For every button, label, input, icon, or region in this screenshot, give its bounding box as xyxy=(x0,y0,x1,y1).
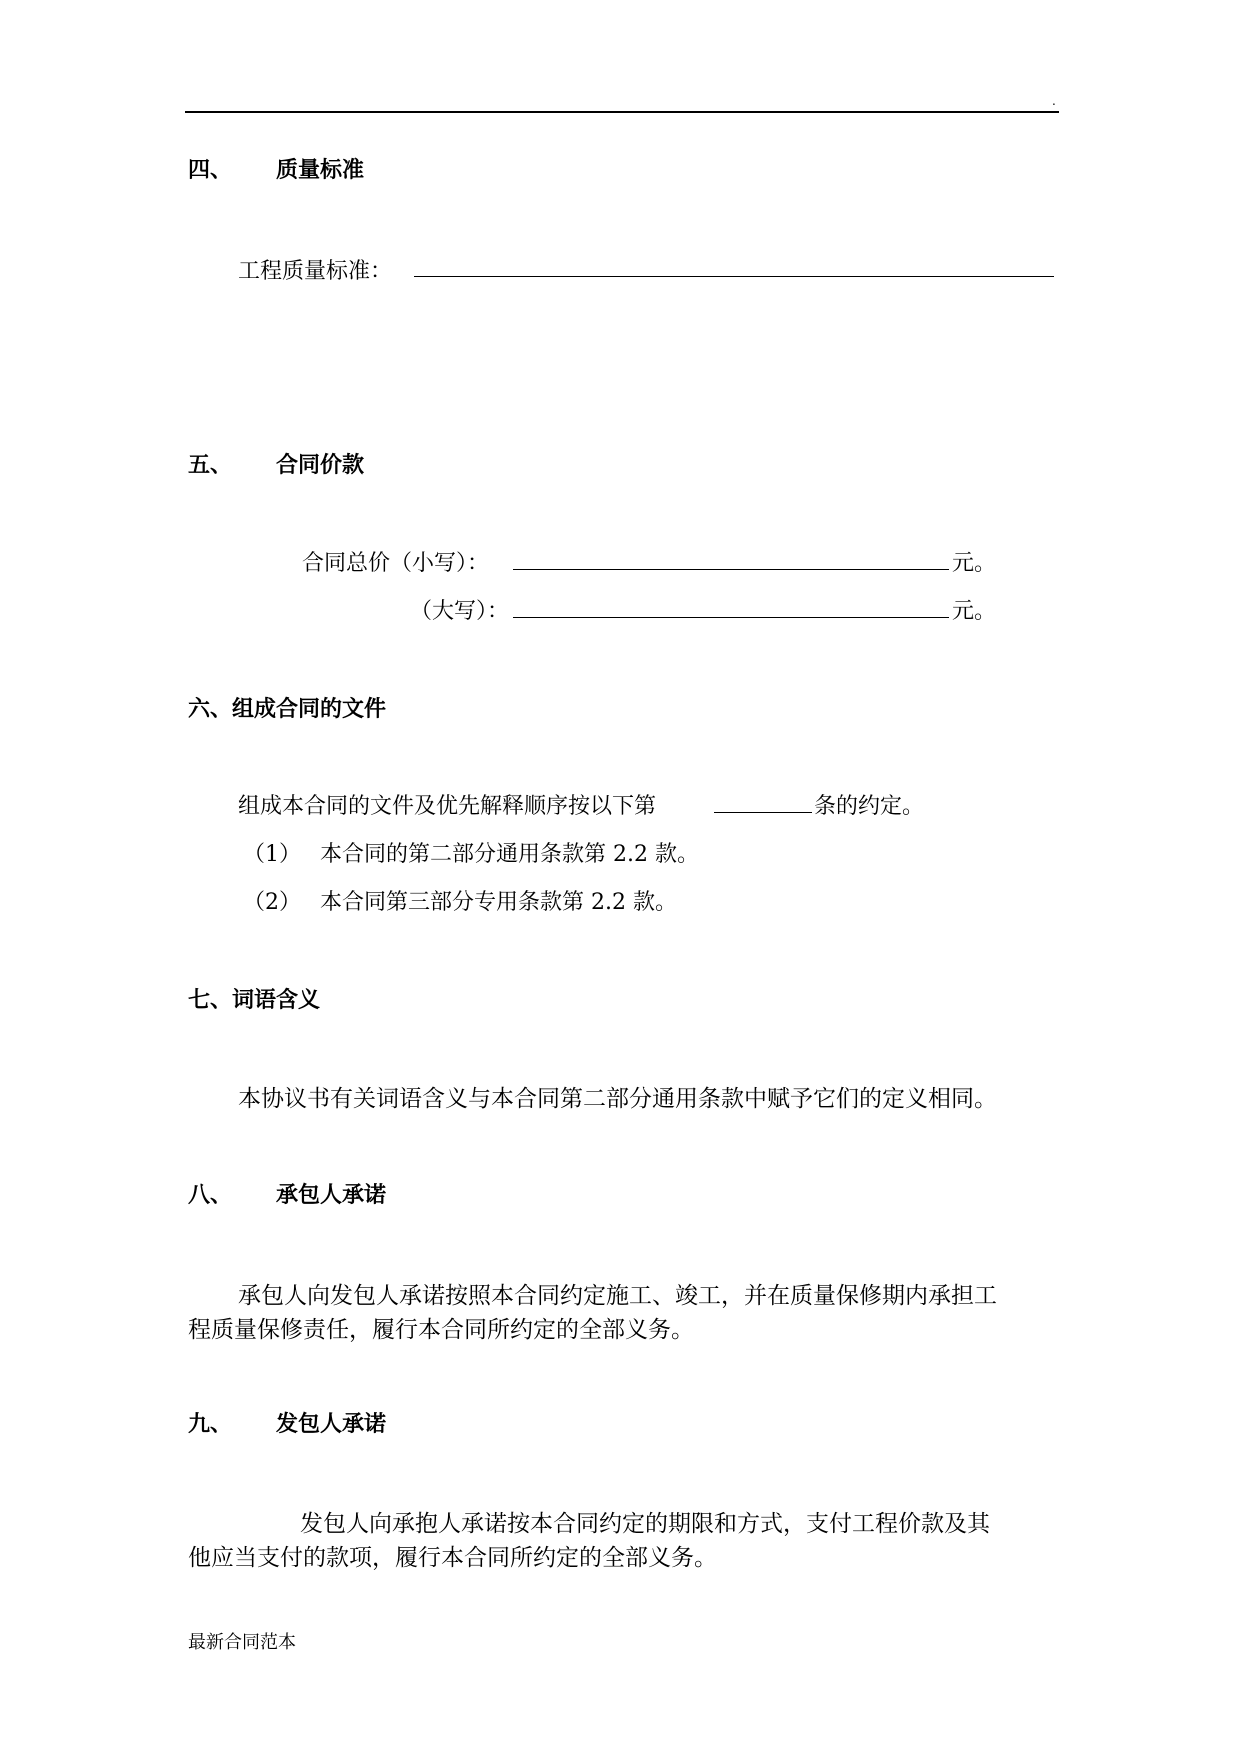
list-item-number: （2） xyxy=(243,890,301,915)
definitions-text: 本协议书有关词语含义与本合同第二部分通用条款中赋予它们的定义相同。 xyxy=(238,1086,997,1112)
header-mark: . xyxy=(1052,94,1056,108)
section-7-title: 七、词语含义 xyxy=(188,988,321,1013)
total-price-lowercase-blank xyxy=(513,569,949,570)
total-price-uppercase-label: （大写）： xyxy=(410,599,510,624)
total-price-lowercase-label: 合同总价（小写）： xyxy=(302,551,490,576)
section-8-title: 承包人承诺 xyxy=(276,1183,387,1208)
total-price-uppercase-unit: 元。 xyxy=(952,599,997,624)
total-price-uppercase-blank xyxy=(513,617,949,618)
documents-intro-a: 组成本合同的文件及优先解释顺序按以下第 xyxy=(238,794,657,819)
documents-article-blank xyxy=(714,812,812,813)
header-rule xyxy=(185,111,1059,113)
contractor-promise-line-2: 程质量保修责任，履行本合同所约定的全部义务。 xyxy=(188,1317,694,1343)
contractor-promise-line-1: 承包人向发包人承诺按照本合同约定施工、竣工，并在质量保修期内承担工 xyxy=(238,1283,997,1309)
section-4-title: 质量标准 xyxy=(276,158,365,183)
section-5-number: 五、 xyxy=(188,453,233,478)
footer-text: 最新合同范本 xyxy=(188,1632,296,1653)
list-item-number: （1） xyxy=(243,842,301,867)
section-6-title: 六、组成合同的文件 xyxy=(188,697,387,722)
quality-standard-label: 工程质量标准： xyxy=(238,259,393,284)
list-item-text: 本合同第三部分专用条款第 2.2 款。 xyxy=(320,890,677,915)
section-8-number: 八、 xyxy=(188,1183,233,1208)
employer-promise-line-2: 他应当支付的款项，履行本合同所约定的全部义务。 xyxy=(188,1545,717,1571)
section-4-number: 四、 xyxy=(188,158,233,183)
section-9-number: 九、 xyxy=(188,1412,233,1437)
section-5-title: 合同价款 xyxy=(276,453,365,478)
list-item-text: 本合同的第二部分通用条款第 2.2 款。 xyxy=(320,842,699,867)
employer-promise-line-1: 发包人向承抱人承诺按本合同约定的期限和方式，支付工程价款及其 xyxy=(300,1511,990,1537)
documents-intro-b: 条的约定。 xyxy=(814,794,925,819)
total-price-lowercase-unit: 元。 xyxy=(952,551,997,576)
quality-standard-blank xyxy=(414,276,1054,277)
section-9-title: 发包人承诺 xyxy=(276,1412,387,1437)
